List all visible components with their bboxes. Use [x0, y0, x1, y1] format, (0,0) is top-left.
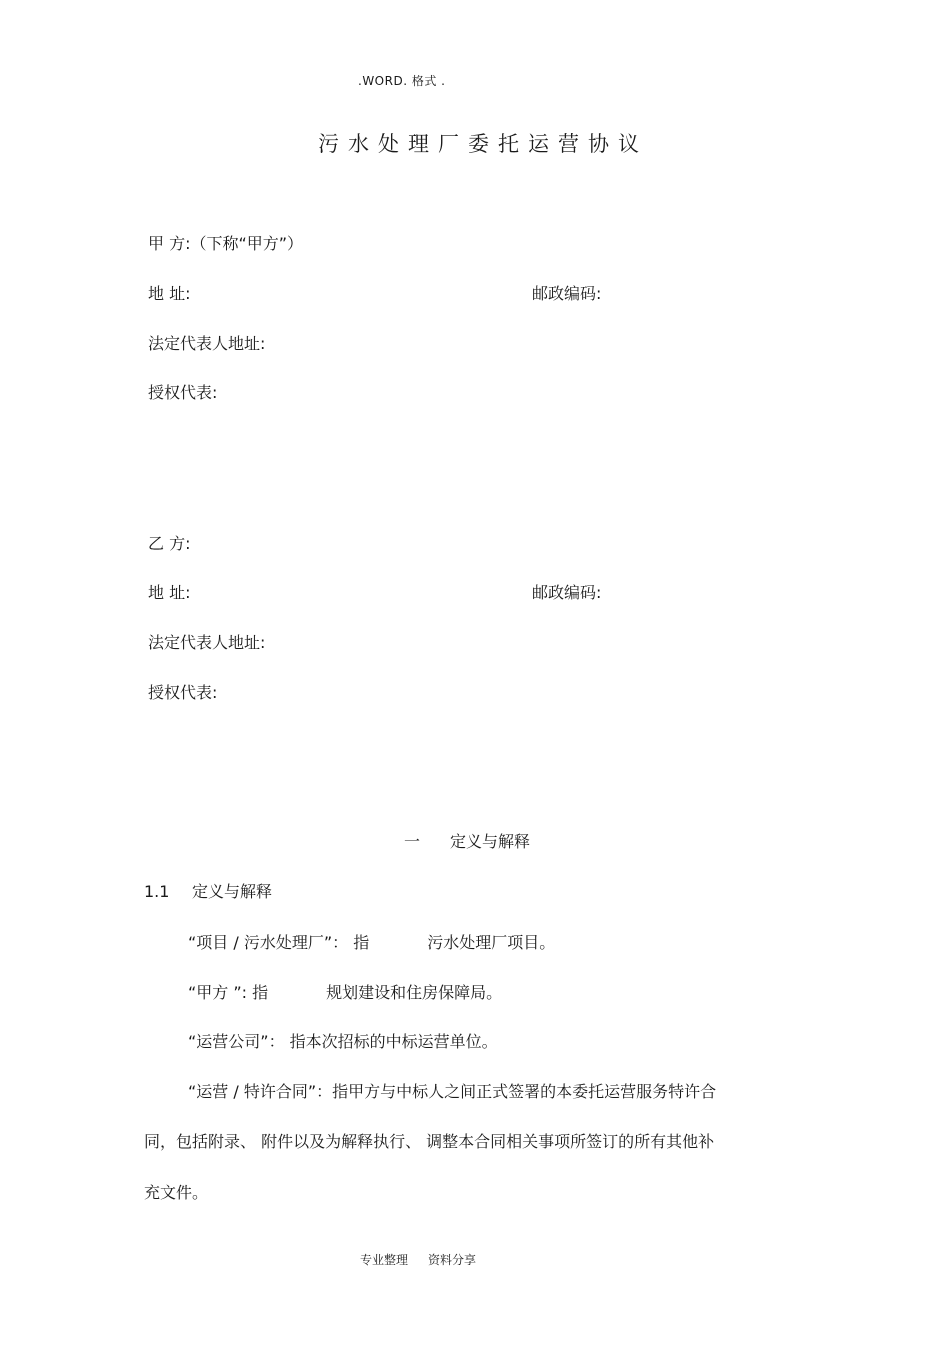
section-title: 定义与解释: [450, 832, 531, 851]
definition-term: “运营公司”： 指本次招标的中标运营单位。: [188, 1032, 498, 1051]
party-a-authorized-rep-label: 授权代表:: [148, 383, 218, 402]
party-b-name-label: 乙 方:: [148, 534, 191, 553]
party-a-address-label: 地 址:: [148, 284, 191, 303]
definition-contract-line-3: 充文件。: [144, 1183, 209, 1202]
definition-party-a: [188, 980, 502, 1003]
party-b-address-label: 地 址:: [148, 583, 191, 602]
document-title: 污水处理厂委托运营协议: [318, 132, 648, 156]
definition-project: [188, 930, 555, 953]
footer-left: 专业整理: [360, 1253, 409, 1267]
definition-meaning: 规划建设和住房保障局。: [326, 983, 503, 1002]
clause-heading: [144, 879, 272, 902]
party-a-legal-rep-address-label: 法定代表人地址:: [148, 334, 266, 353]
party-b-postal-label: 邮政编码:: [532, 583, 602, 602]
clause-title: 定义与解释: [192, 882, 273, 901]
party-b-legal-rep-address-label: 法定代表人地址:: [148, 633, 266, 652]
party-b-authorized-rep-label: 授权代表:: [148, 683, 218, 702]
definition-term: “甲方 ”: 指: [188, 983, 269, 1002]
definition-term: “项目 / 污水处理厂”： 指: [188, 933, 370, 952]
definition-operator: [188, 1029, 498, 1052]
document-format-tag: .WORD. 格式 .: [358, 74, 446, 88]
clause-number: 1.1: [144, 882, 170, 901]
definition-meaning: 污水处理厂项目。: [427, 933, 556, 952]
party-a-postal-label: 邮政编码:: [532, 284, 602, 303]
definition-contract-line-2: 同，包括附录、 附件以及为解释执行、 调整本合同相关事项所签订的所有其他补: [144, 1132, 715, 1151]
section-number: 一: [404, 832, 421, 851]
party-a-name-label: 甲 方:（下称“甲方”）: [148, 234, 304, 253]
section-heading: [404, 829, 530, 852]
definition-contract-line-1: “运营 / 特许合同”：指甲方与中标人之间正式签署的本委托运营服务特许合: [188, 1082, 717, 1101]
footer-right: 资料分享: [428, 1253, 477, 1267]
page-footer: [360, 1251, 476, 1268]
